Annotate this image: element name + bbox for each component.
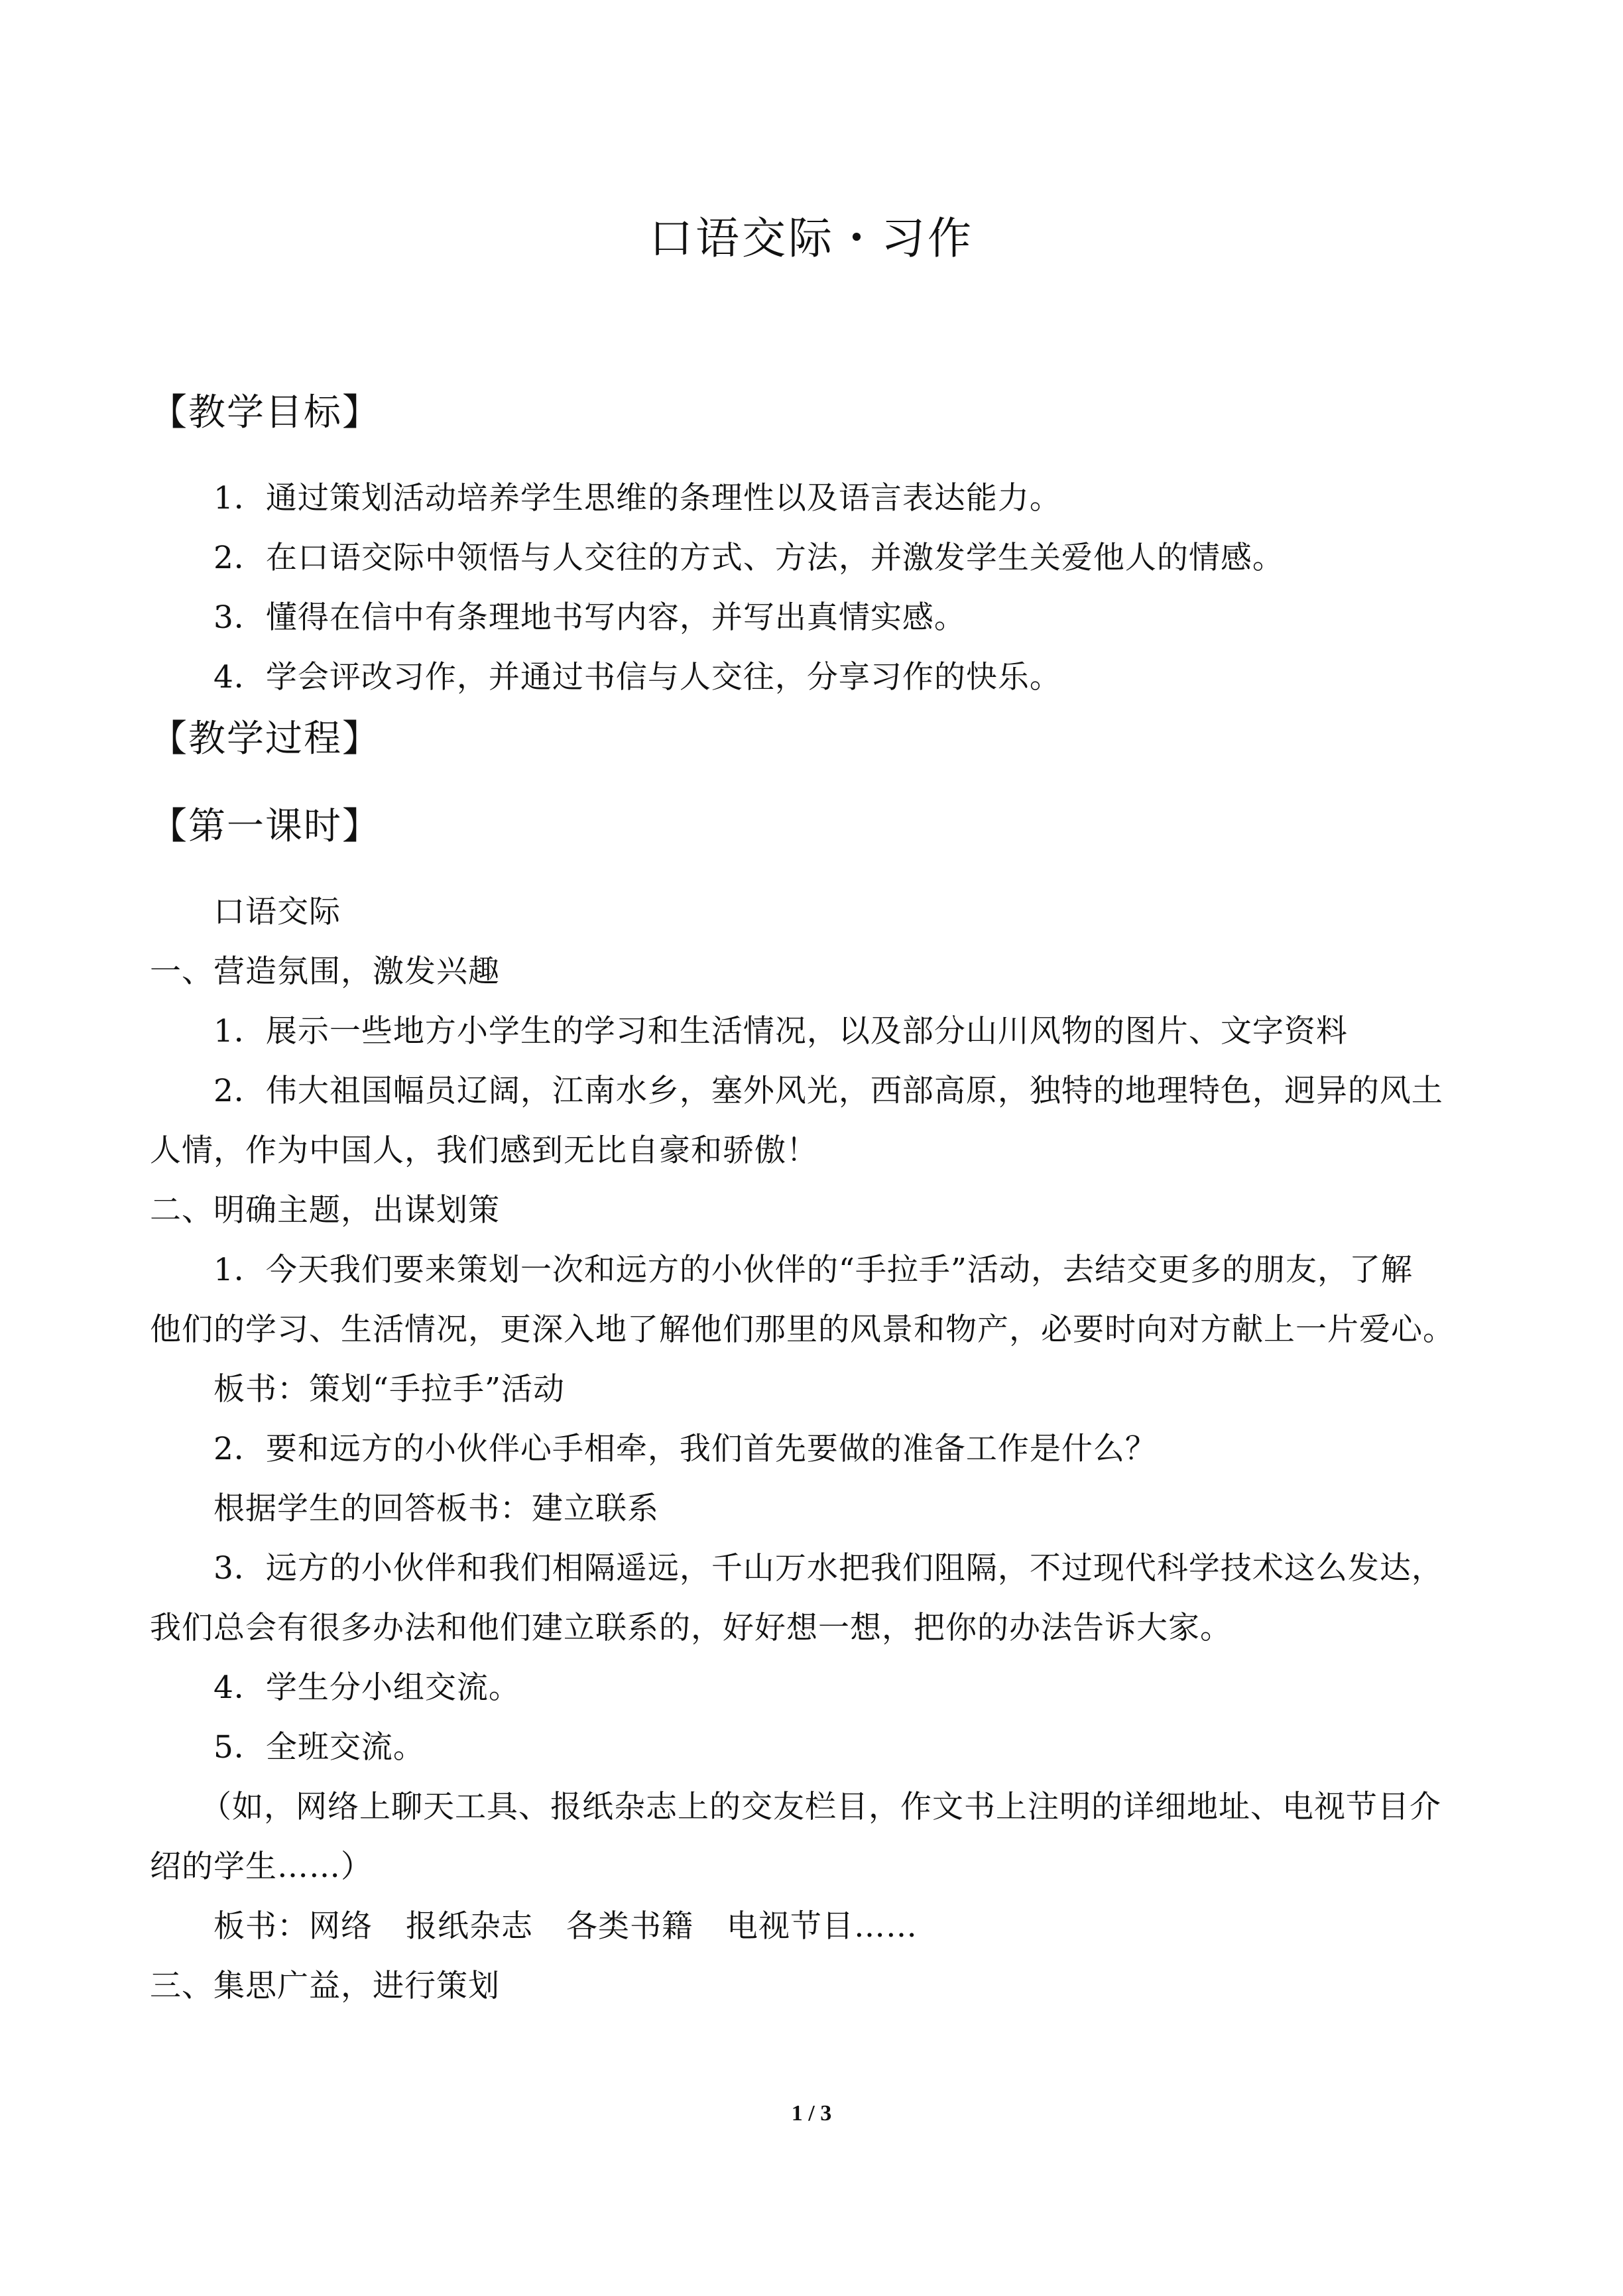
page-number: 1 / 3 [791,2101,832,2126]
part3-heading: 三、集思广益，进行策划 [150,1968,500,2004]
board3-item4: 电视节目…… [727,1908,918,1945]
part2-board3 [213,1907,918,1947]
part2-item2: 2．要和远方的小伙伴心手相牵，我们首先要做的准备工作是什么？ [213,1431,1157,1467]
part2-item1-line1: 1．今天我们要来策划一次和远方的小伙伴的“手拉手”活动，去结交更多的朋友，了解 [213,1252,1413,1288]
part2-heading: 二、明确主题，出谋划策 [150,1192,500,1229]
board3-label: 板书：网络 [213,1908,373,1945]
objective-1: 1．通过策划活动培养学生思维的条理性以及语言表达能力。 [213,480,1061,516]
part2-note-line1: （如，网络上聊天工具、报纸杂志上的交友栏目，作文书上注明的详细地址、电视节目介 [200,1789,1441,1825]
part2-item4: 4．学生分小组交流。 [213,1669,520,1706]
part2-item3-line2: 我们总会有很多办法和他们建立联系的，好好想一想，把你的办法告诉大家。 [150,1610,1232,1646]
part2-board1: 板书：策划“手拉手”活动 [213,1371,566,1408]
lesson1-subtitle: 口语交际 [213,894,341,930]
part2-item3-line1: 3．远方的小伙伴和我们相隔遥远，千山万水把我们阻隔，不过现代科学技术这么发达， [213,1550,1443,1587]
objective-2: 2．在口语交际中领悟与人交往的方式、方法，并激发学生关爱他人的情感。 [213,540,1284,576]
part2-board2: 根据学生的回答板书：建立联系 [213,1490,659,1527]
part1-item2-line1: 2．伟大祖国幅员辽阔，江南水乡，塞外风光，西部高原，独特的地理特色，迥异的风土 [213,1073,1443,1109]
page-title: 口语交际・习作 [649,213,974,264]
section-heading-process: 【教学过程】 [150,717,381,760]
objective-4: 4．学会评改习作，并通过书信与人交往，分享习作的快乐。 [213,659,1061,695]
part2-note-line2: 绍的学生……） [150,1848,373,1885]
part1-item1: 1．展示一些地方小学生的学习和生活情况，以及部分山川风物的图片、文字资料 [213,1013,1348,1050]
part2-item5: 5．全班交流。 [213,1729,425,1766]
part1-heading: 一、营造氛围，激发兴趣 [150,953,500,990]
board3-item2: 报纸杂志 [406,1908,533,1945]
section-heading-lesson1: 【第一课时】 [150,805,381,848]
part1-item2-line2: 人情，作为中国人，我们感到无比自豪和骄傲！ [150,1132,818,1169]
objective-3: 3．懂得在信中有条理地书写内容，并写出真情实感。 [213,599,966,636]
board3-item3: 各类书籍 [566,1908,693,1945]
part2-item1-line2: 他们的学习、生活情况，更深入地了解他们那里的风景和物产，必要时向对方献上一片爱心。 [150,1311,1455,1348]
section-heading-objectives: 【教学目标】 [150,391,381,434]
